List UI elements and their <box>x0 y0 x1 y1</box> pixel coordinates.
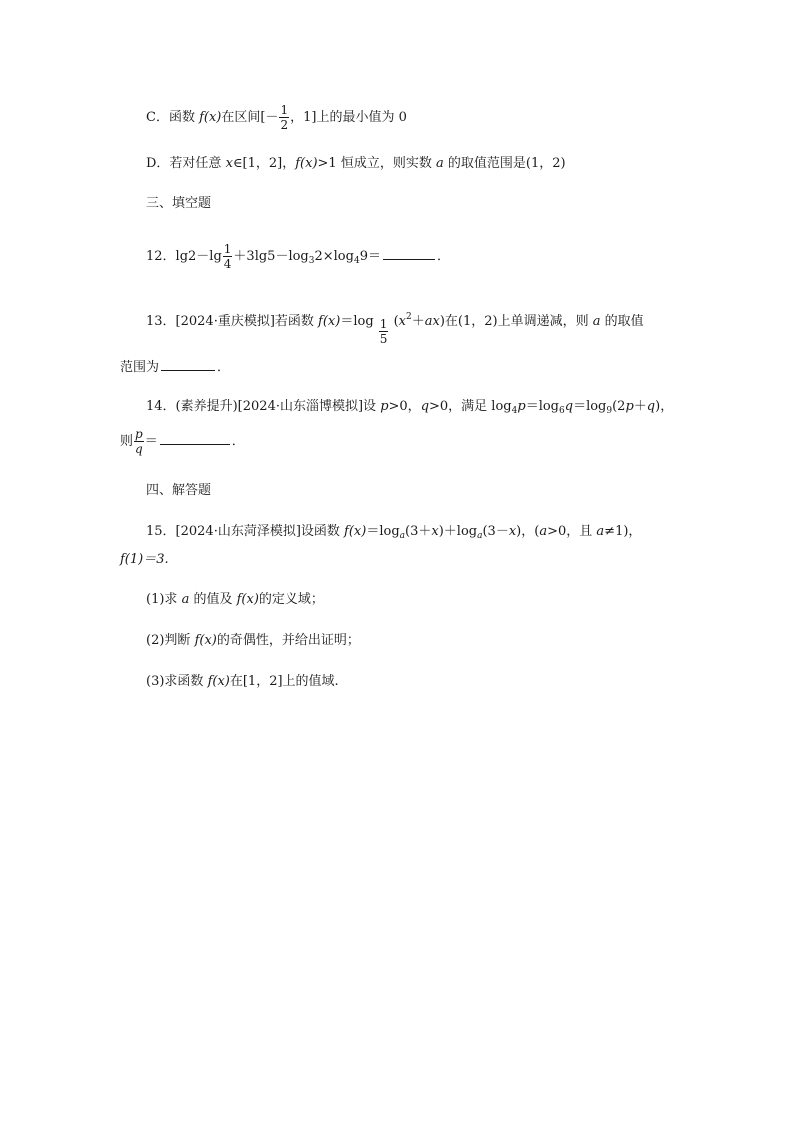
question-15-part-1: (1)求 a 的值及 f(x)的定义域； <box>146 592 324 607</box>
question-15: 15．[2024·山东菏泽模拟]设函数 $f(x)=\log_a(3+x)+\log_a(3-x)$，(a>0，且 a≠1)， <box>146 524 642 541</box>
question-12: 12．lg2－lg $\frac{1}{4}$ $+3\lg 5-\log_32\times\log_49=$ ． <box>146 242 450 271</box>
question-14-line-2: 则 $\frac{p}{q}$ ＝ ． <box>120 427 245 456</box>
question-15-part-2: (2)判断 f(x)的奇偶性，并给出证明； <box>146 633 360 648</box>
log-base-fraction: $\frac{1}{5}$ <box>379 317 388 346</box>
question-15-line-2: f(1)＝3. <box>120 552 169 567</box>
answer-blank[interactable] <box>161 358 215 371</box>
fraction: $\frac{1}{4}$ <box>223 242 232 271</box>
fraction-p-over-q: $\frac{p}{q}$ <box>135 427 143 456</box>
option-c: C．函数 f(x)在区间[－ $\frac{1}{2}$ ，1]上的最小值为 0 <box>146 103 407 132</box>
option-d: D．若对任意 x∈[1，2]，f(x)>1 恒成立，则实数 a 的取值范围是(1，2) <box>146 156 566 171</box>
section-heading-solutions: 四、解答题 <box>146 483 212 498</box>
question-14: 14．(素养提升)[2024·山东淄博模拟]设 p>0，q>0，满足 $\log_4p=\log_6q=\log_9(2p+q)$， <box>146 399 674 416</box>
fraction: $\frac{1}{2}$ <box>280 103 289 132</box>
question-13: 13．[2024·重庆模拟]若函数 f(x)＝log $\frac{1}{5}$ $(x^2+ax)$在(1，2)上单调递减，则 a 的取值 <box>146 312 644 346</box>
answer-blank[interactable] <box>383 247 435 260</box>
question-15-part-3: (3)求函数 f(x)在[1，2]上的值域. <box>146 674 339 689</box>
answer-blank[interactable] <box>160 432 230 445</box>
section-heading-fill-in: 三、填空题 <box>146 196 212 211</box>
question-13-line-2: 范围为 ． <box>120 360 231 375</box>
